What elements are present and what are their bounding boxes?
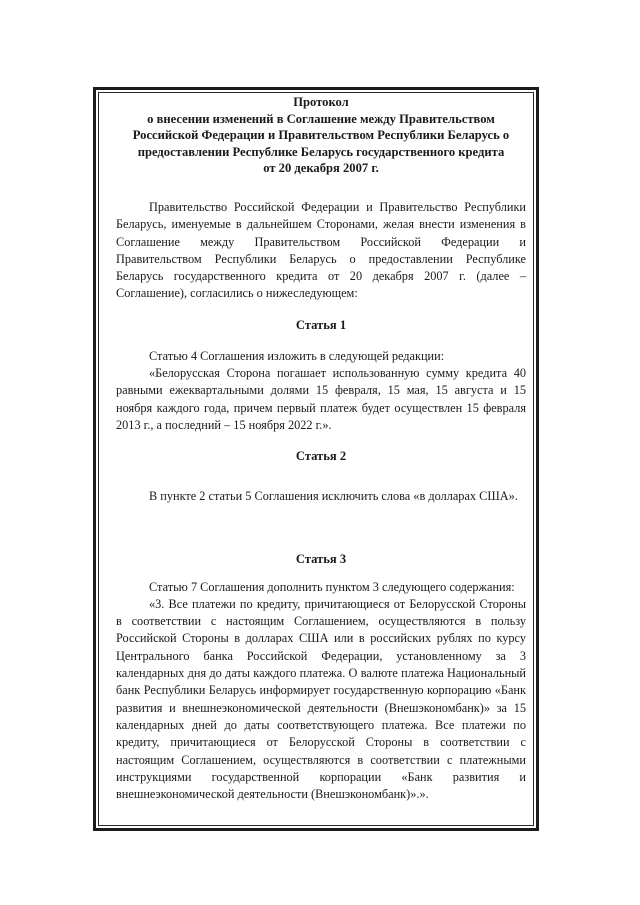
title-line: предоставлении Республике Беларусь государственного кредита: [137, 144, 505, 159]
title-line: Протокол: [293, 95, 349, 109]
article-3-paragraph: Статью 7 Соглашения дополнить пунктом 3 следующего содержания:: [149, 579, 515, 594]
article-1-heading: Статья 1: [295, 317, 347, 332]
article-2-heading: Статья 2: [295, 449, 347, 464]
article-1-paragraph: «Белорусская Сторона погашает использованную сумму кредита 40 равными ежеквартальными долями 15 февраля, 15 мая, 15 августа и 15 ноября каждого года, причем первый платеж будет осуществлен 15 февраля 2013 г., а последний – 15 ноября 2022 г.».: [116, 366, 526, 432]
document-body: [116, 94, 526, 803]
article-1-paragraph: Статью 4 Соглашения изложить в следующей редакции:: [149, 348, 445, 363]
article-2-paragraph: В пункте 2 статьи 5 Соглашения исключить слова «в долларах США».: [149, 489, 518, 504]
article-3-paragraph: «3. Все платежи по кредиту, причитающиеся от Белорусской Стороны в соответствии с настоящим Соглашением, осуществляются в пользу Российской Стороны в долларах США или в российских рублях по курсу Центрального банка Российской Федерации, установленному за 3 календарных дня до даты каждого платежа. О валюте платежа Национальный банк Республики Беларусь информирует государственную корпорацию «Банк развития и внешнеэкономической деятельности (Внешэкономбанк)» за 15 календарных дней до даты соответствующего платежа. Все платежи по кредиту, причитающиеся от Белорусской Стороны в соответствии с настоящим Соглашением, осуществляются в соответствии с платежными инструкциями государственной корпорации «Банк развития и внешнеэкономической деятельности (Внешэкономбанк)».».: [116, 596, 526, 802]
title-line: Российской Федерации и Правительством Республики Беларусь о: [132, 128, 510, 143]
article-3-heading: Статья 3: [295, 551, 347, 566]
title-line: о внесении изменений в Соглашение между Правительством: [147, 111, 495, 126]
title-line: от 20 декабря 2007 г.: [263, 161, 379, 176]
document-title: [116, 94, 526, 177]
preamble-paragraph: Правительство Российской Федерации и Правительство Республики Беларусь, именуемые в дальнейшем Сторонами, желая внести изменения в Соглашение между Правительством Российской Федерации и Правительством Республики Беларусь о предоставлении Республике Беларусь государственного кредита от 20 декабря 2007 г. (далее – Соглашение), согласились о нижеследующем:: [116, 199, 526, 301]
